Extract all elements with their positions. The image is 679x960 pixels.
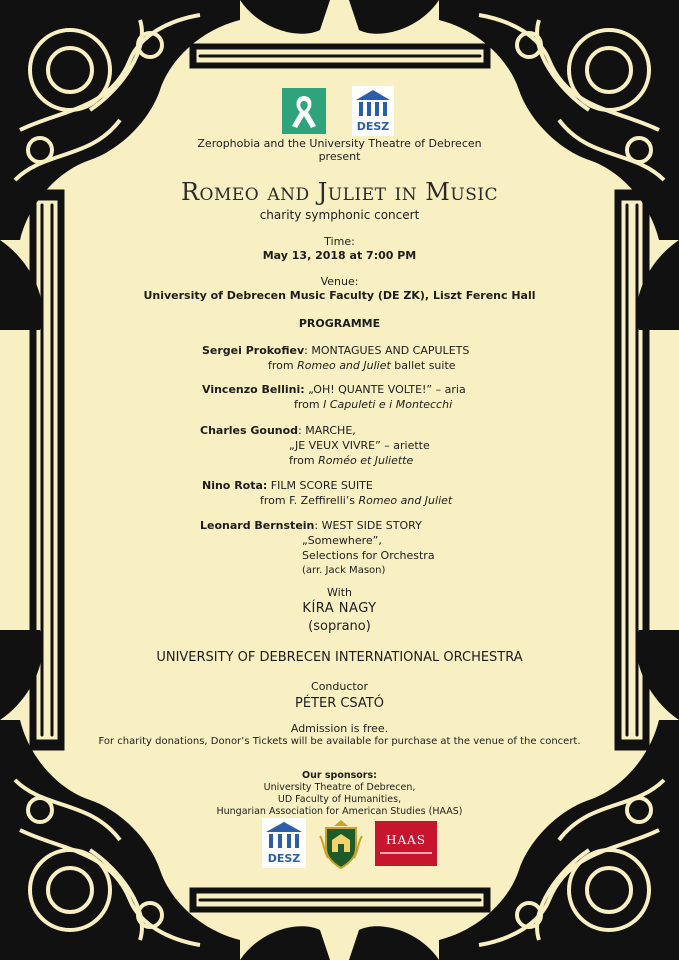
work-title: FILM SCORE SUITE — [267, 479, 373, 492]
work-title: MARCHE, — [301, 424, 356, 437]
venue-value: University of Debrecen Music Faculty (DE ZK), Liszt Ferenc Hall — [143, 289, 536, 302]
work-title: MONTAGUES AND CAPULETS — [307, 344, 470, 357]
time-label: Time: — [324, 235, 355, 248]
svg-text:DESZ: DESZ — [356, 120, 390, 133]
programme-item-gounod: Charles Gounod: MARCHE, „JE VEUX VIVRE” – ariette from Roméo et Juliette — [200, 424, 430, 467]
sponsor-item: UD Faculty of Humanities, — [277, 794, 402, 805]
with-label: With — [327, 586, 352, 599]
haas-logo — [375, 821, 437, 866]
programme-heading: PROGRAMME — [298, 317, 381, 330]
venue-label: Venue: — [320, 275, 359, 288]
sponsor-item: Hungarian Association for American Studies (HAAS) — [216, 806, 463, 817]
conductor-name: PÉTER CSATÓ — [294, 696, 384, 711]
conductor-label: Conductor — [311, 680, 368, 693]
composer-name: Vincenzo Bellini: — [202, 383, 305, 396]
soloist-voice: (soprano) — [308, 619, 371, 634]
haas-logo-text: HAAS — [385, 833, 427, 847]
desz-theatre-logo — [352, 86, 394, 136]
haas-logo-subline — [380, 852, 432, 854]
time-value: May 13, 2018 at 7:00 PM — [262, 249, 417, 262]
composer-name: Charles Gounod — [200, 424, 299, 437]
presenters-line: Zerophobia and the University Theatre of Debrecen — [197, 137, 482, 150]
soloist-name: KÍRA NAGY — [302, 601, 377, 616]
programme-item-rota: Nino Rota: FILM SCORE SUITE from F. Zeffirelli’s Romeo and Juliet — [202, 479, 453, 507]
composer-name: Nino Rota: — [202, 479, 268, 492]
concert-subtitle: charity symphonic concert — [259, 208, 420, 222]
work-title: WEST SIDE STORY — [318, 519, 422, 532]
zerophobia-ribbon-logo — [282, 88, 326, 134]
admission-note: Admission is free. — [290, 722, 389, 735]
work-title: „OH! QUANTE VOLTE!” – aria — [304, 383, 466, 396]
concert-title: Romeo and Juliet in Music — [180, 178, 499, 206]
composer-name: Leonard Bernstein — [200, 519, 315, 532]
sponsor-item: University Theatre of Debrecen, — [263, 782, 416, 793]
svg-text:DESZ: DESZ — [267, 852, 301, 865]
donations-note: For charity donations, Donor’s Tickets will be available for purchase at the venue of the concert. — [98, 736, 581, 747]
programme-item-bernstein: Leonard Bernstein: WEST SIDE STORY „Somewhere”, Selections for Orchestra (arr. Jack Mason) — [200, 519, 435, 576]
desz-theatre-logo — [262, 818, 306, 868]
programme-item-bellini: Vincenzo Bellini: „OH! QUANTE VOLTE!” – aria from I Capuleti e i Montecchi — [202, 383, 466, 411]
orchestra-name: UNIVERSITY OF DEBRECEN INTERNATIONAL ORCHESTRA — [156, 650, 523, 665]
sponsors-heading: Our sponsors: — [302, 770, 377, 781]
university-crest-logo — [318, 818, 364, 870]
programme-item-prokofiev: Sergei Prokofiev: MONTAGUES AND CAPULETS from Romeo and Juliet ballet suite — [202, 344, 470, 372]
present-line: present — [318, 150, 361, 163]
composer-name: Sergei Prokofiev — [202, 344, 305, 357]
